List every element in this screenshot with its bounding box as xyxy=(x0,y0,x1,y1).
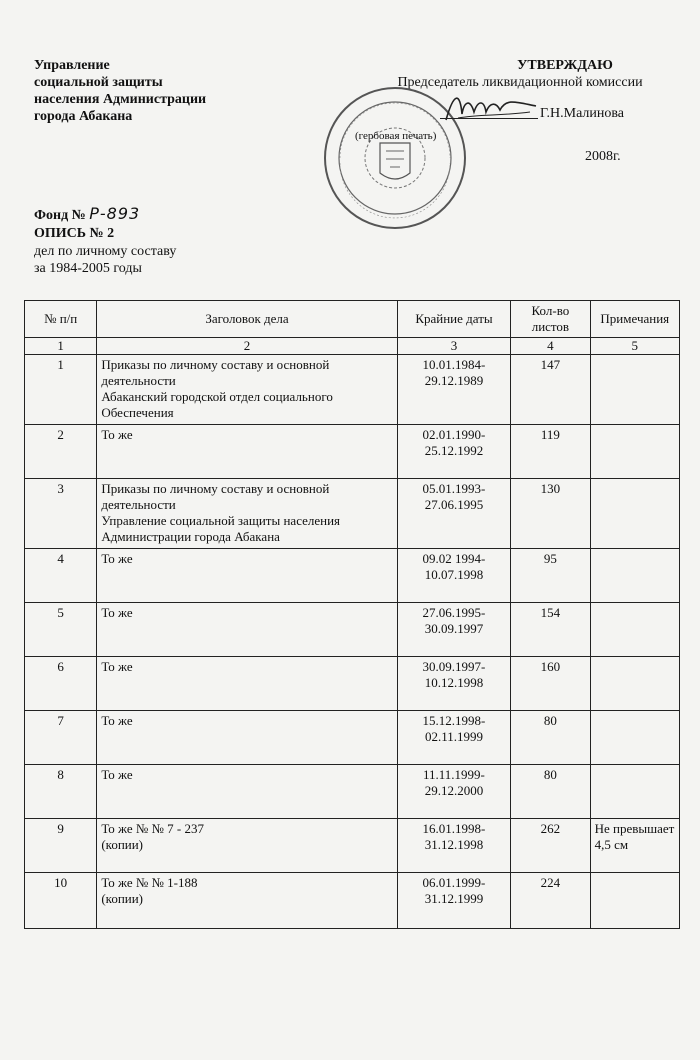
row-sheets: 95 xyxy=(511,549,590,603)
table-index-row xyxy=(25,338,680,355)
row-dates: 15.12.1998- 02.11.1999 xyxy=(397,711,511,765)
row-dates: 27.06.1995- 30.09.1997 xyxy=(397,603,511,657)
row-sheets: 80 xyxy=(511,711,590,765)
row-note xyxy=(590,549,679,603)
table-header-row xyxy=(25,301,680,338)
row-note xyxy=(590,765,679,819)
row-number: 9 xyxy=(25,819,97,873)
header-title: Заголовок дела xyxy=(97,301,397,338)
approval-title: УТВЕРЖДАЮ xyxy=(517,58,613,73)
table-row xyxy=(25,355,680,425)
fond-handwritten-number: Р-893 xyxy=(89,204,141,223)
index-cell: 3 xyxy=(397,338,511,355)
row-note xyxy=(590,425,679,479)
table-row xyxy=(25,479,680,549)
row-number: 7 xyxy=(25,711,97,765)
table-row xyxy=(25,657,680,711)
signature-line xyxy=(440,118,538,119)
row-number: 6 xyxy=(25,657,97,711)
header-number: № п/п xyxy=(25,301,97,338)
opis-description xyxy=(34,243,176,277)
seal-note: (гербовая печать) xyxy=(355,130,437,142)
org-line: населения Администрации xyxy=(34,92,207,107)
row-number: 3 xyxy=(25,479,97,549)
table-row xyxy=(25,819,680,873)
row-sheets: 154 xyxy=(511,603,590,657)
table-row xyxy=(25,711,680,765)
row-title: То же xyxy=(97,603,397,657)
organization-name xyxy=(34,57,206,125)
row-dates: 02.01.1990- 25.12.1992 xyxy=(397,425,511,479)
row-note xyxy=(590,711,679,765)
header-sheets: Кол-во листов xyxy=(511,301,590,338)
row-sheets: 262 xyxy=(511,819,590,873)
row-dates: 11.11.1999- 29.12.2000 xyxy=(397,765,511,819)
inventory-table xyxy=(24,300,680,929)
row-dates: 06.01.1999- 31.12.1999 xyxy=(397,873,511,929)
header-dates: Крайние даты xyxy=(397,301,511,338)
fond-number xyxy=(34,205,140,224)
table-row xyxy=(25,425,680,479)
row-title: То же xyxy=(97,425,397,479)
table-body xyxy=(25,355,680,929)
row-note xyxy=(590,657,679,711)
row-dates: 16.01.1998- 31.12.1998 xyxy=(397,819,511,873)
index-cell: 1 xyxy=(25,338,97,355)
row-number: 2 xyxy=(25,425,97,479)
row-title: Приказы по личному составу и основной деятельности Управление социальной защиты населения Администрации города Абакана xyxy=(97,479,397,549)
index-cell: 2 xyxy=(97,338,397,355)
index-cell: 4 xyxy=(511,338,590,355)
row-number: 4 xyxy=(25,549,97,603)
table-row xyxy=(25,765,680,819)
row-dates: 09.02 1994- 10.07.1998 xyxy=(397,549,511,603)
opis-title: ОПИСЬ № 2 xyxy=(34,226,115,241)
row-sheets: 80 xyxy=(511,765,590,819)
row-number: 8 xyxy=(25,765,97,819)
row-title: То же № № 1-188 (копии) xyxy=(97,873,397,929)
row-note xyxy=(590,355,679,425)
row-sheets: 147 xyxy=(511,355,590,425)
signature-icon xyxy=(440,88,540,128)
org-line: Управление xyxy=(34,58,110,73)
row-title: То же xyxy=(97,657,397,711)
table-row xyxy=(25,873,680,929)
row-title: Приказы по личному составу и основной деятельности Абаканский городской отдел социального Обеспечения xyxy=(97,355,397,425)
signer-name: Г.Н.Малинова xyxy=(540,106,625,121)
row-title: То же № № 7 - 237 (копии) xyxy=(97,819,397,873)
header-notes: Примечания xyxy=(590,301,679,338)
row-number: 10 xyxy=(25,873,97,929)
row-note xyxy=(590,603,679,657)
approval-role: Председатель ликвидационной комиссии xyxy=(397,75,643,90)
table-row xyxy=(25,603,680,657)
org-line: города Абакана xyxy=(34,109,133,124)
org-line: социальной защиты xyxy=(34,75,163,90)
desc-line: дел по личному составу xyxy=(34,244,177,259)
row-note: Не превышает 4,5 см xyxy=(590,819,679,873)
row-dates: 10.01.1984- 29.12.1989 xyxy=(397,355,511,425)
row-note xyxy=(590,479,679,549)
row-sheets: 160 xyxy=(511,657,590,711)
row-title: То же xyxy=(97,549,397,603)
row-dates: 05.01.1993- 27.06.1995 xyxy=(397,479,511,549)
table-row xyxy=(25,549,680,603)
row-sheets: 224 xyxy=(511,873,590,929)
row-number: 1 xyxy=(25,355,97,425)
row-title: То же xyxy=(97,765,397,819)
row-title: То же xyxy=(97,711,397,765)
row-note xyxy=(590,873,679,929)
row-number: 5 xyxy=(25,603,97,657)
row-sheets: 130 xyxy=(511,479,590,549)
index-cell: 5 xyxy=(590,338,679,355)
row-sheets: 119 xyxy=(511,425,590,479)
desc-line: за 1984-2005 годы xyxy=(34,261,142,276)
row-dates: 30.09.1997- 10.12.1998 xyxy=(397,657,511,711)
fond-label: Фонд № xyxy=(34,208,86,223)
approval-year: 2008г. xyxy=(585,149,621,164)
